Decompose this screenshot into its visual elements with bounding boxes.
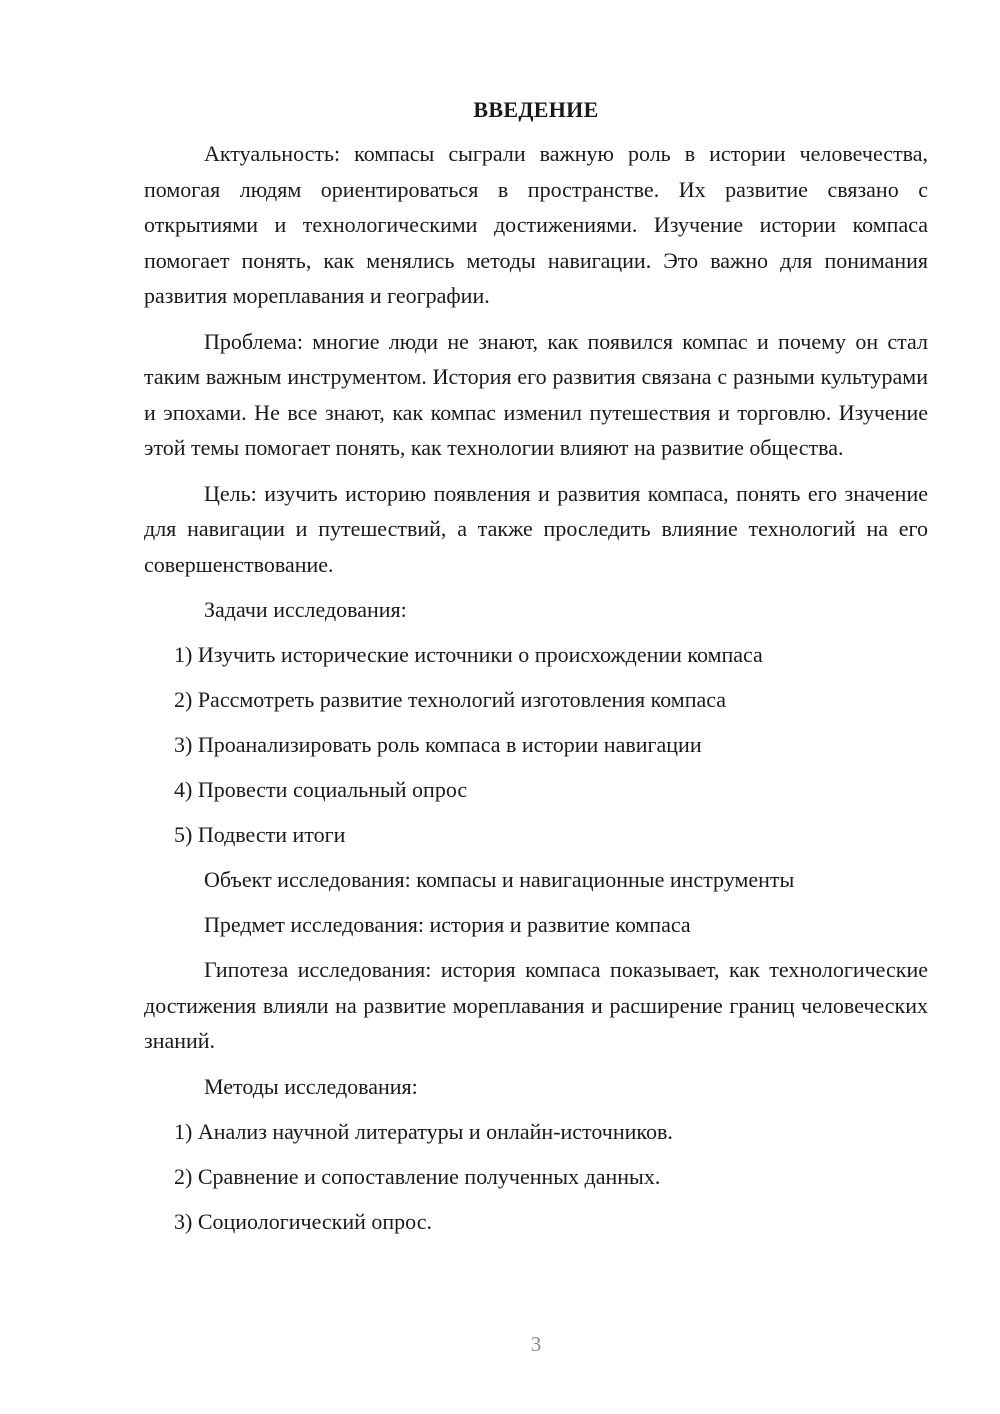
task-item-3: 3) Проанализировать роль компаса в истории навигации xyxy=(174,732,702,757)
research-object: Объект исследования: компасы и навигационные инструменты xyxy=(204,867,795,892)
document-page xyxy=(144,96,928,1249)
hypothesis-paragraph: Гипотеза исследования: история компаса показывает, как технологические достижения влияли на развитие мореплавания и расширение границ человеческих знаний. xyxy=(144,957,928,1053)
section-title: ВВЕДЕНИЕ xyxy=(473,97,599,122)
task-item-4: 4) Провести социальный опрос xyxy=(174,777,468,802)
task-item-2: 2) Рассмотреть развитие технологий изготовления компаса xyxy=(174,687,727,712)
task-item-5: 5) Подвести итоги xyxy=(174,822,346,847)
problem-paragraph: Проблема: многие люди не знают, как появился компас и почему он стал таким важным инструментом. История его развития связана с разными культурами и эпохами. Не все знают, как компас изменил путешествия и торговлю. Изучение этой темы помогает понять, как технологии влияют на развитие общества. xyxy=(144,328,928,460)
relevance-paragraph: Актуальность: компасы сыграли важную роль в истории человечества, помогая людям ориентироваться в пространстве. Их развитие связано с открытиями и технологическими достижениями. Изучение истории компаса помогает понять, как менялись методы навигации. Это важно для понимания развития мореплавания и географии. xyxy=(144,141,928,308)
method-item-2: 2) Сравнение и сопоставление полученных данных. xyxy=(174,1163,661,1189)
research-subject: Предмет исследования: история и развитие компаса xyxy=(204,912,691,937)
tasks-heading: Задачи исследования: xyxy=(204,597,407,622)
methods-heading: Методы исследования: xyxy=(204,1073,418,1099)
page-number: 3 xyxy=(530,1332,542,1356)
task-item-1: 1) Изучить исторические источники о происхождении компаса xyxy=(174,642,763,667)
method-item-3: 3) Социологический опрос. xyxy=(174,1208,432,1234)
method-item-1: 1) Анализ научной литературы и онлайн-источников. xyxy=(174,1118,673,1144)
goal-paragraph: Цель: изучить историю появления и развития компаса, понять его значение для навигации и путешествий, а также проследить влияние технологий на его совершенствование. xyxy=(144,480,928,577)
